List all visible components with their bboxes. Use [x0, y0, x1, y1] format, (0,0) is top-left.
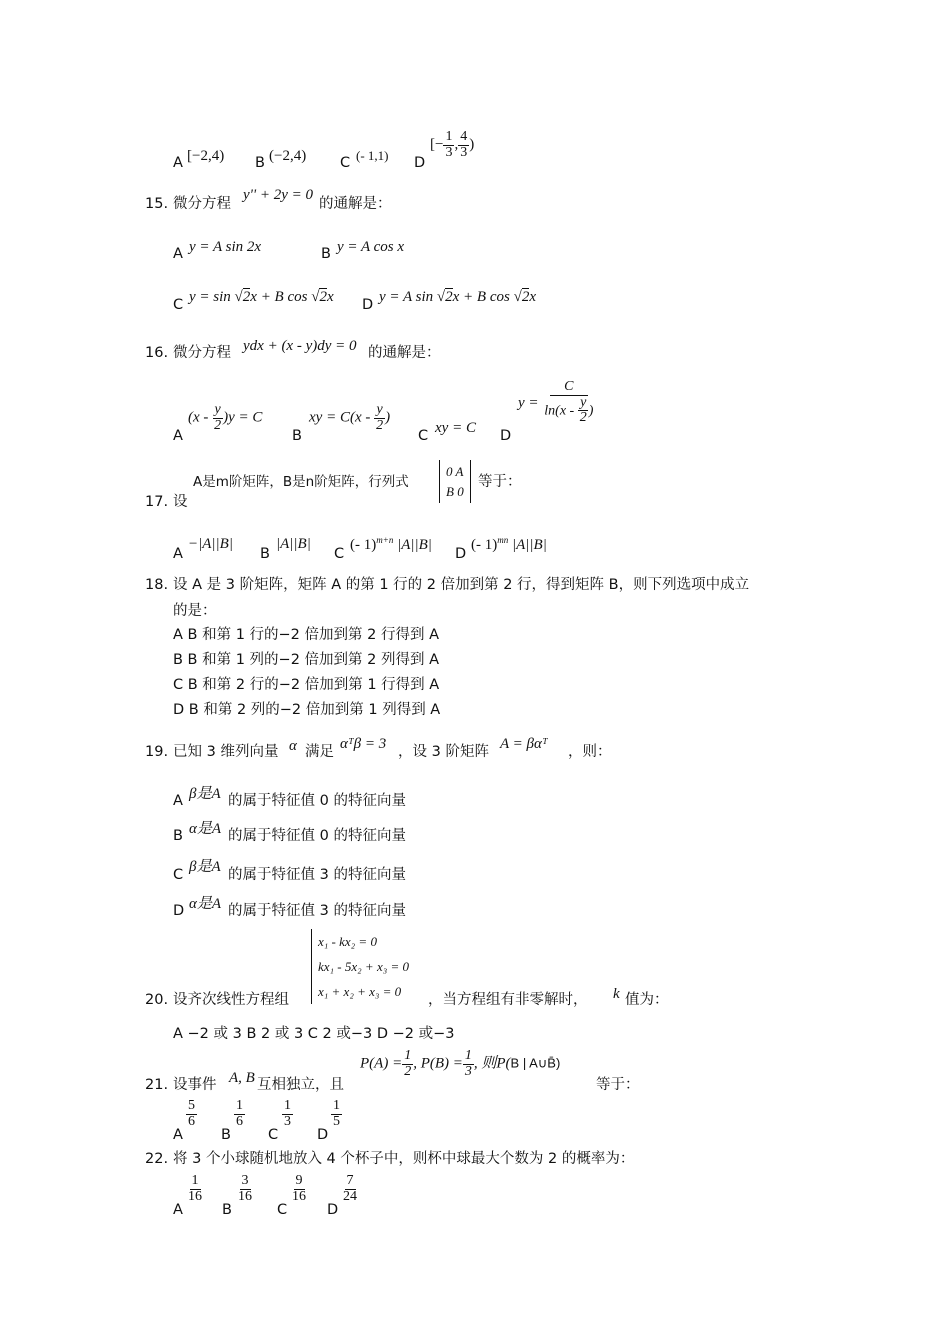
option-a-frac: $\frac{5}{6}$ [188, 1098, 195, 1129]
option-a-text: 的属于特征值 0 的特征向量 [228, 793, 406, 809]
option-c-frac: $\frac{9}{16}$ [292, 1173, 306, 1204]
option-d-text: 的属于特征值 3 的特征向量 [228, 903, 406, 919]
option-a-expr: −|A||B| [188, 536, 233, 552]
question-text-end: 等于： [596, 1077, 640, 1093]
option-b-expr: (−2,4) [269, 148, 307, 164]
question-number: 18. [145, 577, 169, 593]
probability-condition: P(A) = $\frac{1}{2}$ , P(B) = $\frac{1}{3}$ , 则P(B | A∪B̄) [360, 1048, 561, 1079]
option-c-expr: (- 1,1) [356, 148, 389, 163]
option-a-label: A [173, 1127, 183, 1143]
option-d-label: D [362, 297, 374, 313]
option-d-expr: y = A sin √2x + B cos √2x [379, 289, 536, 305]
question-text-end: 值为： [625, 992, 669, 1008]
option-b-label: B [221, 1127, 231, 1143]
equation: ydx + (x - y)dy = 0 [243, 338, 357, 354]
option-b-label: B [292, 428, 302, 444]
option-c-sym: β是A [189, 859, 221, 875]
question-text-end: 的通解是： [319, 196, 392, 212]
option-d-label: D [327, 1202, 339, 1218]
question-text-mid: 互相独立，且 [257, 1077, 344, 1093]
option-c-expr: xy = C [435, 420, 476, 436]
question-number: 15. [145, 196, 169, 212]
k-symbol: k [613, 986, 620, 1002]
option-d-expr: [− $\frac{1}{3}$ , $\frac{4}{3}$ ) [430, 129, 475, 160]
question-text: 设齐次线性方程组 [173, 992, 289, 1008]
question-text: 设 A 是 3 阶矩阵，矩阵 A 的第 1 行的 2 倍加到第 2 行，得到矩阵 B，则下列选项中成立 [173, 577, 750, 593]
option-d-frac: $\frac{7}{24}$ [343, 1173, 357, 1204]
option-b: B B 和第 1 列的−2 倍加到第 2 列得到 A [173, 652, 440, 668]
determinant: 0 A B 0 [439, 460, 471, 503]
question-statement: A是m阶矩阵，B是n阶矩阵，行列式 [193, 474, 409, 490]
option-d-sym: α是A [189, 896, 222, 912]
option-c-expr: (- 1)$^{m+n}$ |A||B| [350, 535, 432, 553]
option-a-label: A [173, 1202, 183, 1218]
option-d-label: D [414, 155, 426, 171]
question-number: 22. [145, 1151, 169, 1167]
option-d-expr: (- 1)$^{mn}$ |A||B| [471, 535, 547, 553]
question-number: 19. [145, 744, 169, 760]
option-c-label: C [334, 546, 345, 562]
question-number: 21. [145, 1077, 169, 1093]
option-b-label: B [260, 546, 270, 562]
question-text-end: ，则： [568, 744, 612, 760]
option-c-frac: $\frac{1}{3}$ [284, 1098, 291, 1129]
options: A −2 或 3 B 2 或 3 C 2 或−3 D −2 或−3 [173, 1026, 455, 1042]
option-a-expr: [−2,4) [187, 148, 225, 164]
option-c-label: C [173, 867, 184, 883]
matrix-def: A = βαᵀ [500, 736, 548, 752]
option-b-frac: $\frac{1}{6}$ [236, 1098, 243, 1129]
equation: y'' + 2y = 0 [243, 187, 313, 203]
option-b-label: B [222, 1202, 232, 1218]
question-number: 17. [145, 494, 169, 510]
option-b-text: 的属于特征值 0 的特征向量 [228, 828, 406, 844]
option-c-label: C [268, 1127, 279, 1143]
option-a: A B 和第 1 行的−2 倍加到第 2 行得到 A [173, 627, 439, 643]
question-text-mid: ，当方程组有非零解时， [428, 992, 588, 1008]
option-b-frac: $\frac{3}{16}$ [238, 1173, 252, 1204]
option-c-label: C [277, 1202, 288, 1218]
question-text: 已知 3 维列向量 [173, 744, 279, 760]
question-text: 微分方程 [173, 345, 231, 361]
question-text-mid2: ，设 3 阶矩阵 [398, 744, 489, 760]
option-a-frac: $\frac{1}{16}$ [188, 1173, 202, 1204]
question-text: 将 3 个小球随机地放入 4 个杯子中，则杯中球最大个数为 2 的概率为： [173, 1151, 635, 1167]
option-b-label: B [321, 246, 331, 262]
events: A, B [229, 1070, 255, 1086]
option-a-sym: β是A [189, 786, 221, 802]
option-d-label: D [173, 903, 185, 919]
question-number: 16. [145, 345, 169, 361]
option-a-label: A [173, 246, 183, 262]
question-text: 设 [173, 494, 188, 510]
option-d-label: D [455, 546, 467, 562]
option-a-label: A [173, 155, 183, 171]
option-d-label: D [317, 1127, 329, 1143]
option-b-expr: y = A cos x [337, 239, 405, 255]
option-c-label: C [340, 155, 351, 171]
equation-system: x₁ - kx₂ = 0 kx₁ - 5x₂ + x₃ = 0 x₁ + x₂ + x₃ = 0 [311, 929, 409, 1004]
option-c-label: C [418, 428, 429, 444]
option-c-text: 的属于特征值 3 的特征向量 [228, 867, 406, 883]
option-c-label: C [173, 297, 184, 313]
option-d-frac: $\frac{1}{5}$ [333, 1098, 340, 1129]
question-number: 20. [145, 992, 169, 1008]
option-b-label: B [173, 828, 183, 844]
option-b-label: B [255, 155, 265, 171]
option-b-sym: α是A [189, 821, 222, 837]
option-b-expr: xy = C(x - $\frac{y}{2}$ ) [309, 402, 391, 433]
option-a-expr: (x - $\frac{y}{2}$ )y = C [188, 402, 263, 433]
option-d-label: D [500, 428, 512, 444]
question-statement-end: 等于： [478, 474, 522, 490]
option-d-expr: y = C ln(x - $\frac{y}{2}$ ) [518, 379, 594, 426]
option-c-expr: y = sin √2x + B cos √2x [189, 289, 334, 305]
option-d: D B 和第 2 列的−2 倍加到第 1 列得到 A [173, 702, 441, 718]
option-a-label: A [173, 793, 183, 809]
option-a-expr: y = A sin 2x [189, 239, 262, 255]
alpha: α [289, 738, 297, 754]
question-text-mid: 满足 [305, 744, 334, 760]
condition: αᵀβ = 3 [340, 736, 387, 752]
option-a-label: A [173, 546, 183, 562]
question-text-end: 的通解是： [368, 345, 441, 361]
question-text: 设事件 [173, 1077, 217, 1093]
question-text: 微分方程 [173, 196, 231, 212]
question-text-cont: 的是： [173, 603, 217, 619]
option-c: C B 和第 2 行的−2 倍加到第 1 行得到 A [173, 677, 440, 693]
option-a-label: A [173, 428, 183, 444]
option-b-expr: |A||B| [276, 536, 311, 552]
